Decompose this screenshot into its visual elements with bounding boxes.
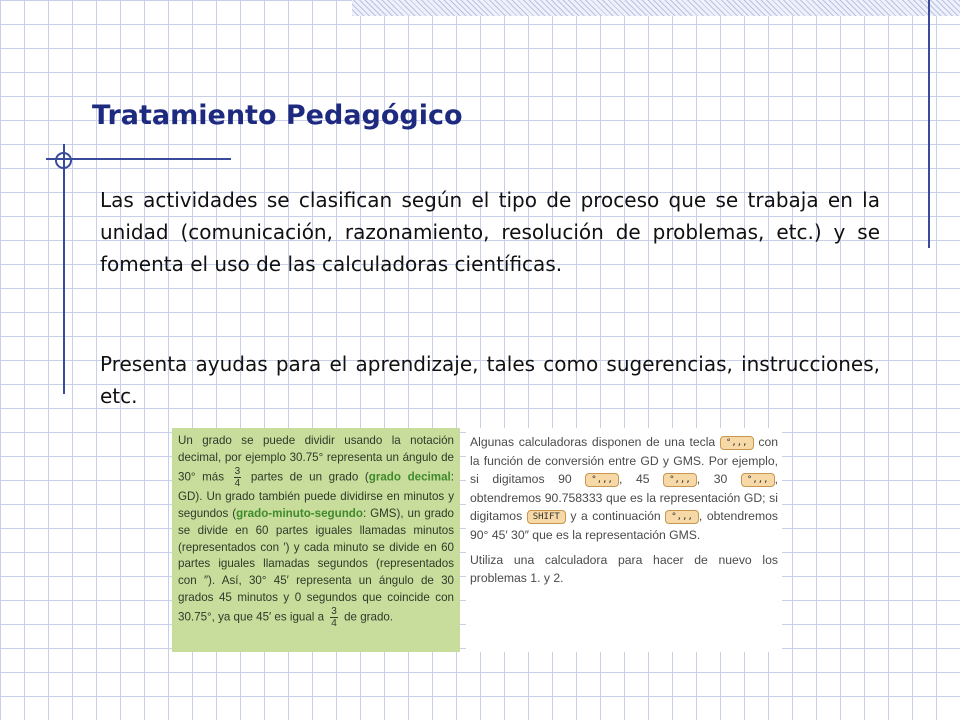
shift-key-icon: SHIFT [527, 510, 566, 524]
dms-key-icon: °,,, [663, 473, 697, 487]
textbook-excerpt-right [466, 428, 782, 652]
decorative-hatch-band [352, 0, 960, 16]
term-highlight: grado decimal [368, 470, 451, 484]
textbook-excerpt-left [172, 428, 460, 652]
exercise-prompt: Utiliza una calculadora para hacer de nuevo los problemas 1. y 2. [470, 552, 778, 586]
dms-key-icon: °,,, [741, 473, 775, 487]
dms-key-icon: °,,, [720, 436, 754, 450]
fraction-three-quarters: $\frac{3}{4}$ [331, 606, 337, 630]
excerpt-text: : GMS), un grado se divide en 60 partes iguales llamadas minutos (representados con ′) y cada minuto se divide en 60 partes iguales llamadas segundos (representados con ″). Así, 30° 45′ representa un ángulo de 30 grados 45 minutos y 0 segundos que coincide con 30.75°, ya que 45′ es igual a [178, 507, 454, 624]
calculator-instructions: Algunas calculadoras disponen de una tecla °,,, con la función de conversión entre GD y GMS. Por ejemplo, si digitamos 90 °,,, , 45 °,,, , 30 °,,, , obtendremos 90.758333 que es la representación GD; si digitamos SHIFT y a continuación °,,, , obtendremos 90° 45′ 30″ que es la representación GMS. [470, 435, 778, 542]
excerpt-text: de grado. [344, 610, 394, 624]
decorative-vertical-line [928, 0, 930, 248]
decorative-circle [55, 152, 72, 169]
fraction-three-quarters: $\frac{3}{4}$ [234, 466, 241, 490]
excerpt-text: partes de un grado ( [250, 470, 369, 484]
excerpt-text: Un grado se puede dividir usando la notación decimal, por ejemplo 30.75° representa un ángulo de 30° más [178, 434, 454, 484]
body-paragraph-1: Las actividades se clasifican según el tipo de proceso que se trabaja en la unidad (comunicación, razonamiento, resolución de problemas, etc.) y se fomenta el uso de las calculadoras científicas. [100, 188, 880, 276]
dms-key-icon: °,,, [585, 473, 619, 487]
slide-title: Tratamiento Pedagógico [92, 100, 463, 131]
decorative-margin-line [63, 144, 65, 394]
body-paragraph-2: Presenta ayudas para el aprendizaje, tales como sugerencias, instrucciones, etc. [100, 352, 880, 408]
excerpt-text: : GD). Un grado también puede dividirse en minutos y segundos ( [178, 470, 454, 521]
term-highlight: grado-minuto-segundo [236, 507, 363, 521]
decorative-horizontal-rule [46, 158, 231, 160]
dms-key-icon: °,,, [665, 510, 699, 524]
